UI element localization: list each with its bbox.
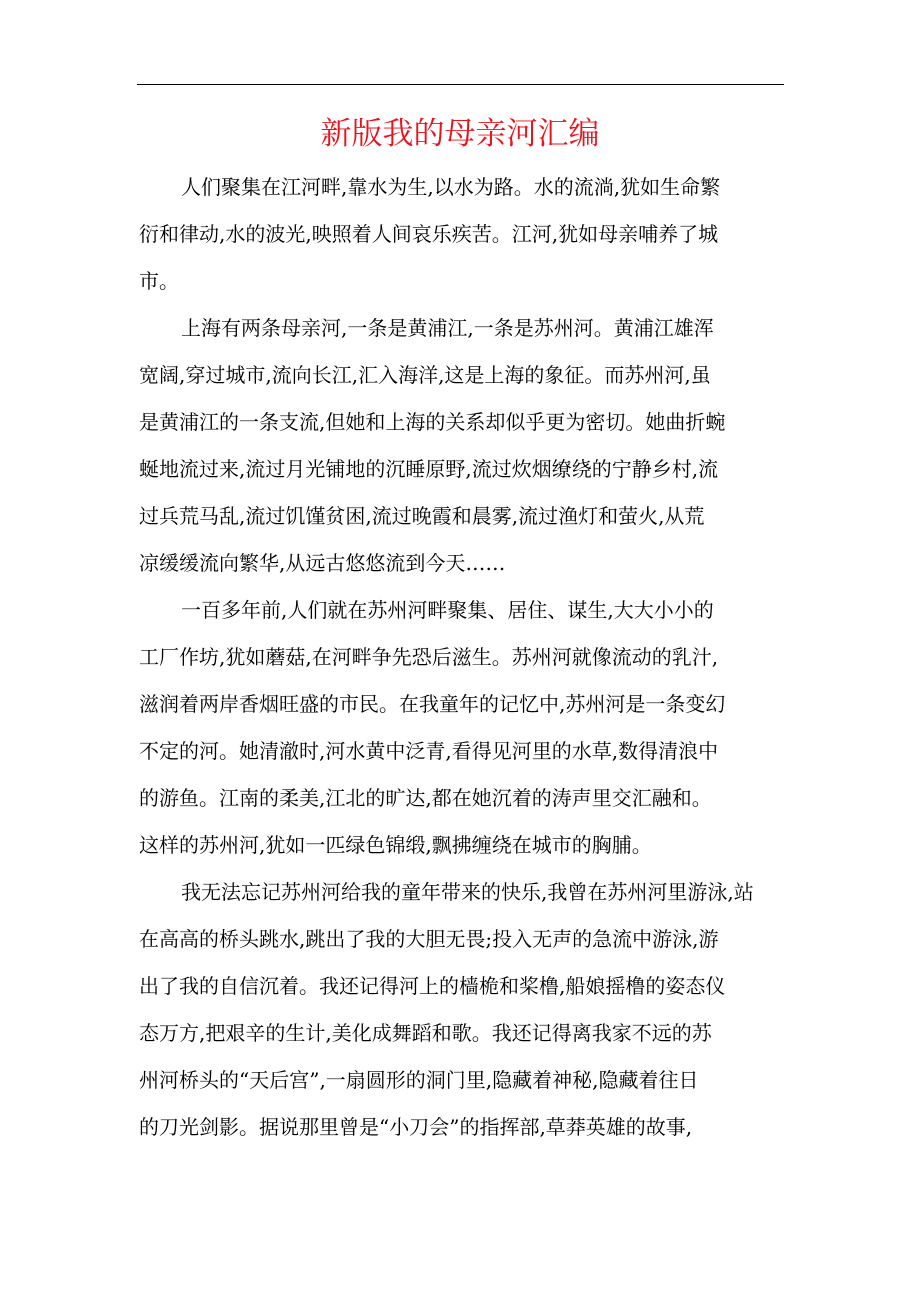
text-line: 的刀光剑影。据说那里曾是“小刀会”的指挥部,草莽英雄的故事, bbox=[139, 1115, 693, 1139]
text-line: 滋润着两岸香烟旺盛的市民。在我童年的记忆中,苏州河是一条变幻 bbox=[139, 692, 726, 716]
text-line: 衍和律动,水的波光,映照着人间哀乐疾苦。江河,犹如母亲哺养了城 bbox=[139, 222, 719, 246]
text-line: 过兵荒马乱,流过饥馑贫困,流过晚霞和晨雾,流过渔灯和萤火,从荒 bbox=[139, 504, 705, 528]
header-rule bbox=[137, 84, 784, 85]
text-line: 的游鱼。江南的柔美,江北的旷达,都在她沉着的涛声里交汇融和。 bbox=[139, 786, 712, 810]
text-line: 人们聚集在江河畔,靠水为生,以水为路。水的流淌,犹如生命繁 bbox=[181, 175, 721, 199]
text-line: 在高高的桥头跳水,跳出了我的大胆无畏;投入无声的急流中游泳,游 bbox=[139, 927, 719, 951]
text-line: 蜒地流过来,流过月光铺地的沉睡原野,流过炊烟缭绕的宁静乡村,流 bbox=[139, 457, 719, 481]
text-line: 出了我的自信沉着。我还记得河上的樯桅和桨橹,船娘摇橹的姿态仪 bbox=[139, 974, 726, 998]
document-body bbox=[139, 164, 799, 1151]
text-line: 市。 bbox=[139, 269, 179, 293]
text-line: 州河桥头的“天后宫”,一扇圆形的洞门里,隐藏着神秘,隐藏着往日 bbox=[139, 1068, 699, 1092]
text-line: 这样的苏州河,犹如一匹绿色锦缎,飘拂缠绕在城市的胸脯。 bbox=[139, 833, 652, 857]
text-line: 态万方,把艰辛的生计,美化成舞蹈和歌。我还记得离我家不远的苏 bbox=[139, 1021, 712, 1045]
text-line: 一百多年前,人们就在苏州河畔聚集、居住、谋生,大大小小的 bbox=[181, 598, 714, 622]
document-title: 新版我的母亲河汇编 bbox=[320, 116, 600, 152]
text-line: 是黄浦江的一条支流,但她和上海的关系却似乎更为密切。她曲折蜿 bbox=[139, 410, 726, 434]
text-line: 上海有两条母亲河,一条是黄浦江,一条是苏州河。黄浦江雄浑 bbox=[181, 316, 714, 340]
text-line: 我无法忘记苏州河给我的童年带来的快乐,我曾在苏州河里游泳,站 bbox=[181, 880, 754, 904]
text-line: 凉缓缓流向繁华,从远古悠悠流到今天…… bbox=[139, 551, 506, 575]
text-line: 工厂作坊,犹如蘑菇,在河畔争先恐后滋生。苏州河就像流动的乳汁, bbox=[139, 645, 719, 669]
text-line: 宽阔,穿过城市,流向长江,汇入海洋,这是上海的象征。而苏州河,虽 bbox=[139, 363, 711, 387]
text-line: 不定的河。她清澈时,河水黄中泛青,看得见河里的水草,数得清浪中 bbox=[139, 739, 719, 763]
